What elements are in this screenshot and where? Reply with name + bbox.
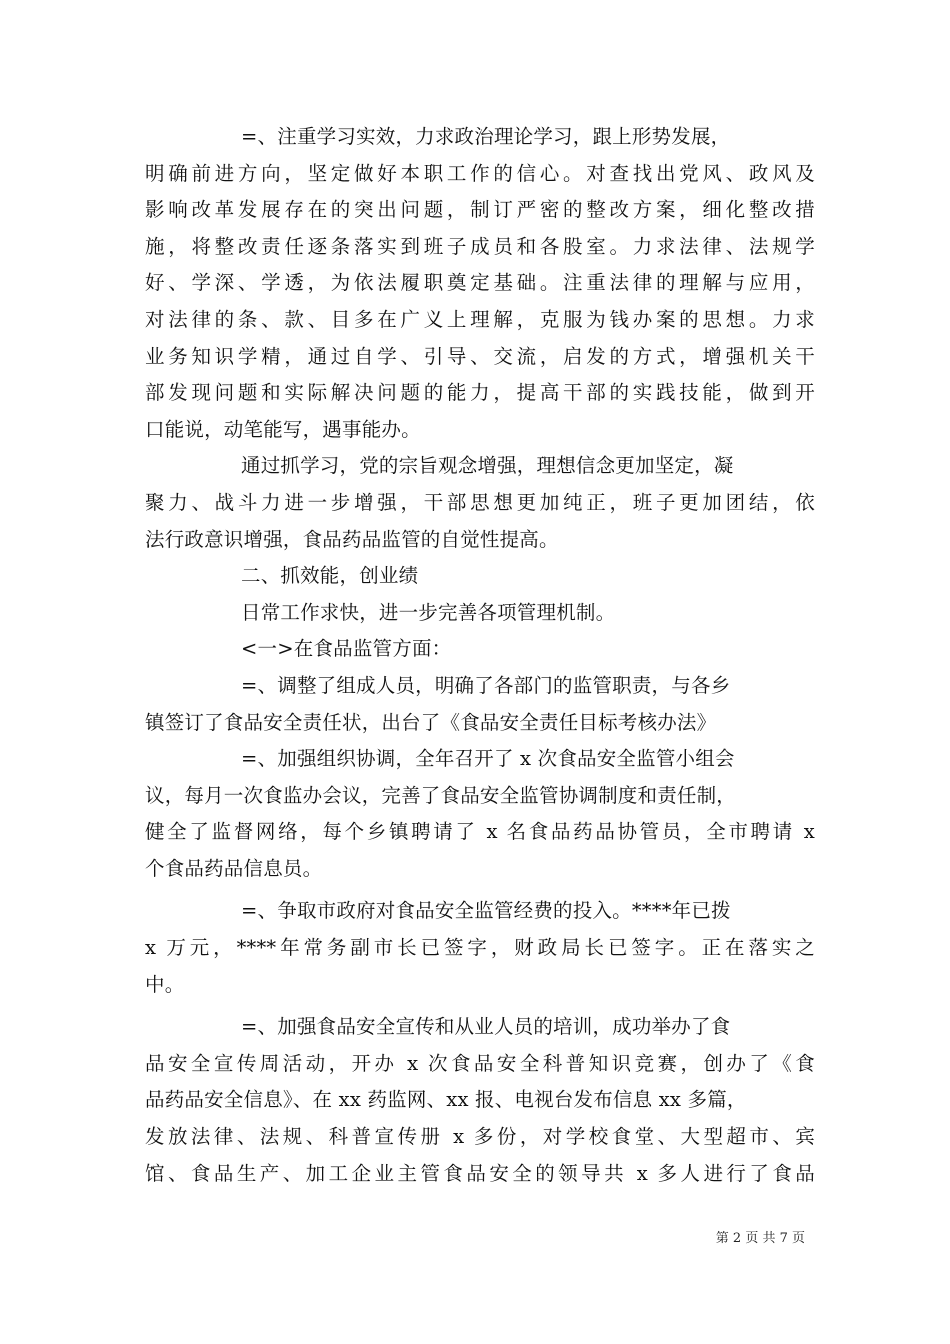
text-line: 日常工作求快，进一步完善各项管理机制。 xyxy=(241,600,616,624)
text-line: 议，每月一次食监办会议，完善了食品安全监管协调制度和责任制， xyxy=(145,783,737,807)
text-line: 发放法律、法规、科普宣传册 x 多份，对学校食堂、大型超市、宾 xyxy=(145,1125,815,1149)
text-line: =、加强组织协调，全年召开了 x 次食品安全监管小组会 xyxy=(241,747,735,771)
text-line: 镇签订了食品安全责任状，出台了《食品安全责任目标考核办法》 xyxy=(145,710,717,734)
text-line: =、注重学习实效，力求政治理论学习，跟上形势发展， xyxy=(241,125,731,148)
text-line: 中。 xyxy=(145,972,185,996)
text-line: 法行政意识增强，食品药品监管的自觉性提高。 xyxy=(145,527,559,551)
text-line: 健全了监督网络，每个乡镇聘请了 x 名食品药品协管员，全市聘请 x xyxy=(145,820,815,844)
text-line: 对法律的条、款、目多在广义上理解，克服为钱办案的思想。力求 xyxy=(145,307,815,331)
text-line: 影响改革发展存在的突出问题，制订严密的整改方案，细化整改措 xyxy=(145,198,815,222)
page-footer xyxy=(0,1229,950,1249)
text-line: 通过抓学习，党的宗旨观念增强，理想信念更加坚定，凝 xyxy=(241,454,734,478)
text-line: 聚力、战斗力进一步增强，干部思想更加纯正，班子更加团结，依 xyxy=(145,490,815,514)
text-line: =、争取市政府对食品安全监管经费的投入。****年已拨 xyxy=(241,899,731,923)
text-line: 明确前进方向，坚定做好本职工作的信心。对查找出党风、政风及 xyxy=(145,161,815,185)
text-line: 品安全宣传周活动，开办 x 次食品安全科普知识竞赛，创办了《食 xyxy=(145,1051,815,1075)
text-line: 好、学深、学透，为依法履职奠定基础。注重法律的理解与应用， xyxy=(145,271,815,295)
text-line: =、调整了组成人员，明确了各部门的监管职责，与各乡 xyxy=(241,673,731,697)
page-number: 第 2 页 共 7 页 xyxy=(715,1231,805,1246)
text-line: 品药品安全信息》、在 xx 药监网、xx 报、电视台发布信息 xx 多篇， xyxy=(145,1088,747,1112)
text-line: 部发现问题和实际解决问题的能力，提高干部的实践技能，做到开 xyxy=(145,381,815,405)
text-line: 口能说，动笔能写，遇事能办。 xyxy=(145,417,421,441)
subsection-heading: <一>在食品监管方面： xyxy=(241,637,452,661)
text-line: =、加强食品安全宣传和从业人员的培训，成功举办了食 xyxy=(241,1015,731,1039)
document-body xyxy=(145,119,815,1192)
text-line: 业务知识学精，通过自学、引导、交流，启发的方式，增强机关干 xyxy=(145,344,815,368)
text-line: 馆、食品生产、加工企业主管食品安全的领导共 x 多人进行了食品 xyxy=(145,1161,815,1185)
section-heading: 二、抓效能，创业绩 xyxy=(241,564,419,588)
text-line: 个食品药品信息员。 xyxy=(145,856,323,880)
text-line: x 万元，****年常务副市长已签字，财政局长已签字。正在落实之 xyxy=(145,936,815,960)
text-line: 施，将整改责任逐条落实到班子成员和各股室。力求法律、法规学 xyxy=(145,234,815,258)
